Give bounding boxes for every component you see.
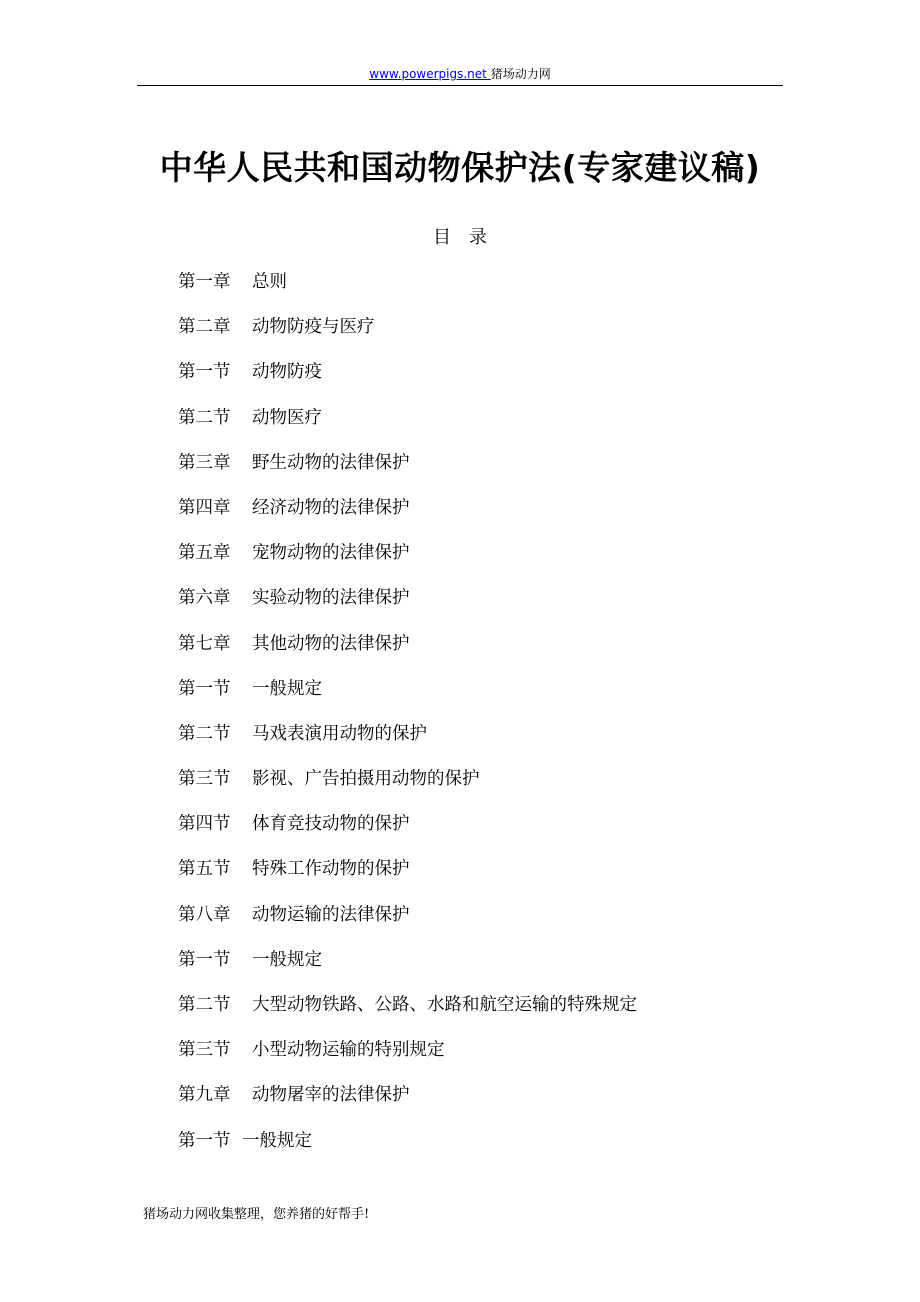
toc-item-number: 第五节	[178, 859, 231, 880]
toc-item-text: 体育竞技动物的保护	[252, 814, 410, 835]
table-of-contents	[178, 270, 637, 1174]
toc-item[interactable]	[178, 677, 637, 722]
page-footer: 猪场动力网收集整理，您养猪的好帮手!	[143, 1207, 370, 1222]
toc-item-number: 第一章	[178, 272, 231, 292]
toc-item[interactable]	[178, 722, 637, 767]
toc-item-text: 宠物动物的法律保护	[252, 543, 410, 564]
toc-item-number: 第八章	[178, 904, 231, 925]
toc-item[interactable]	[178, 1038, 637, 1083]
toc-item[interactable]	[178, 1129, 637, 1174]
toc-item-number: 第一节	[178, 362, 231, 383]
toc-item-text: 一般规定	[242, 1130, 312, 1151]
toc-item[interactable]	[178, 315, 637, 360]
toc-item[interactable]	[178, 903, 637, 948]
site-name: 猪场动力网	[490, 67, 551, 81]
toc-item-text: 小型动物运输的特别规定	[252, 1040, 445, 1061]
toc-item-text: 动物医疗	[252, 407, 322, 428]
page-header	[0, 66, 920, 82]
header-divider	[137, 85, 783, 86]
toc-item-text: 实验动物的法律保护	[252, 588, 410, 609]
toc-item-number: 第六章	[178, 588, 231, 609]
toc-item-number: 第四章	[178, 497, 231, 518]
toc-item-number: 第一节	[178, 949, 231, 970]
toc-item-number: 第七章	[178, 633, 231, 654]
toc-item-number: 第五章	[178, 543, 231, 564]
toc-item[interactable]	[178, 496, 637, 541]
toc-item-number: 第二节	[178, 995, 231, 1015]
toc-item[interactable]	[178, 406, 637, 451]
toc-item-text: 特殊工作动物的保护	[252, 859, 410, 880]
toc-item-number: 第四节	[178, 814, 231, 835]
toc-item-text: 动物运输的法律保护	[252, 904, 410, 925]
toc-item[interactable]	[178, 948, 637, 993]
toc-item-text: 马戏表演用动物的保护	[252, 723, 427, 744]
toc-item-number: 第一节	[178, 1130, 231, 1151]
toc-item-text: 总则	[252, 272, 287, 292]
toc-item[interactable]	[178, 270, 637, 315]
toc-item-number: 第一节	[178, 678, 231, 699]
toc-item-number: 第九章	[178, 1085, 231, 1106]
website-link[interactable]: www.powerpigs.net	[369, 67, 491, 81]
toc-item[interactable]	[178, 993, 637, 1038]
document-title: 中华人民共和国动物保护法(专家建议稿)	[159, 148, 761, 187]
toc-item-text: 其他动物的法律保护	[252, 633, 410, 654]
toc-item-number: 第二章	[178, 317, 231, 338]
toc-item[interactable]	[178, 541, 637, 586]
toc-item-text: 动物防疫与医疗	[252, 317, 375, 338]
toc-item[interactable]	[178, 767, 637, 812]
toc-item-number: 第二节	[178, 723, 231, 744]
toc-item-number: 第二节	[178, 407, 231, 428]
toc-item-number: 第三章	[178, 452, 231, 473]
toc-item[interactable]	[178, 360, 637, 405]
toc-item-text: 一般规定	[252, 678, 322, 699]
toc-item-text: 动物防疫	[252, 362, 322, 383]
toc-item-text: 一般规定	[252, 949, 322, 970]
toc-item-text: 野生动物的法律保护	[252, 452, 410, 473]
toc-item-number: 第三节	[178, 769, 231, 790]
toc-item[interactable]	[178, 857, 637, 902]
toc-item[interactable]	[178, 451, 637, 496]
toc-item[interactable]	[178, 1083, 637, 1128]
toc-item[interactable]	[178, 586, 637, 631]
toc-item-text: 动物屠宰的法律保护	[252, 1085, 410, 1106]
toc-item[interactable]	[178, 812, 637, 857]
toc-item-text: 影视、广告拍摄用动物的保护	[252, 769, 480, 790]
toc-item-text: 经济动物的法律保护	[252, 497, 410, 518]
toc-heading: 目 录	[433, 227, 487, 248]
toc-item[interactable]	[178, 632, 637, 677]
toc-item-number: 第三节	[178, 1040, 231, 1061]
toc-item-text: 大型动物铁路、公路、水路和航空运输的特殊规定	[252, 995, 637, 1015]
